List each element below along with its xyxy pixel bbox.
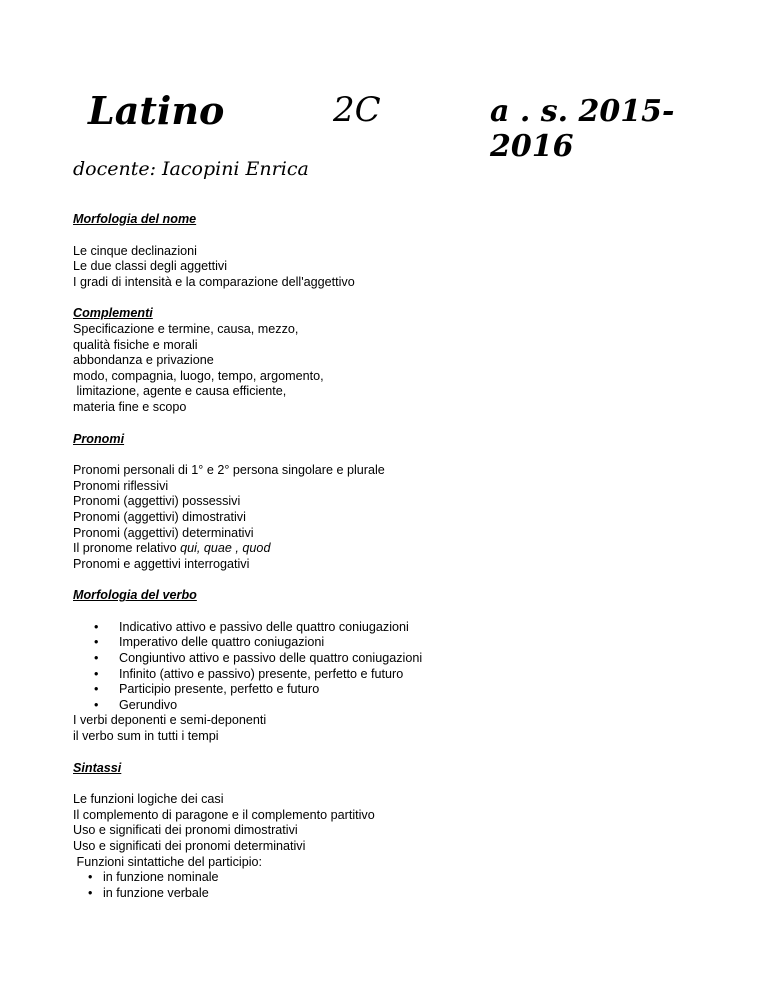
list-item: Pronomi e aggettivi interrogativi <box>73 556 250 571</box>
bullet-item: • Congiuntivo attivo e passivo delle quattro coniugazioni <box>73 651 713 667</box>
program-content <box>73 212 713 901</box>
list-item: il verbo sum in tutti i tempi <box>73 729 219 744</box>
bullet-item: • in funzione nominale <box>73 870 713 886</box>
list-item: qualità fisiche e morali <box>73 337 198 352</box>
list-item: Pronomi (aggettivi) dimostrativi <box>73 509 246 524</box>
list-item: Le cinque declinazioni <box>73 243 197 258</box>
list-item: Pronomi (aggettivi) possessivi <box>73 494 241 509</box>
verb-bullet-list <box>73 620 713 714</box>
list-item: I gradi di intensità e la comparazione dell'aggettivo <box>73 274 355 289</box>
list-item: Pronomi (aggettivi) determinativi <box>73 525 254 540</box>
bullet-item: • in funzione verbale <box>73 886 713 902</box>
school-year: a . s. 2015-2016 <box>490 94 675 164</box>
list-item: modo, compagnia, luogo, tempo, argomento, <box>73 368 324 383</box>
list-item: Specificazione e termine, causa, mezzo, <box>73 321 299 336</box>
relativo-forms: qui, quae , quod <box>180 541 271 556</box>
list-item: Pronomi riflessivi <box>73 478 169 493</box>
subject-title: Latino <box>88 88 225 133</box>
list-item: Uso e significati dei pronomi dimostrativi <box>73 823 298 838</box>
section-heading-complementi: Complementi <box>73 306 153 321</box>
list-item: Le due classi degli aggettivi <box>73 259 228 274</box>
bullet-item: • Indicativo attivo e passivo delle quattro coniugazioni <box>73 620 713 636</box>
list-item: limitazione, agente e causa efficiente, <box>73 384 287 399</box>
list-item: Pronomi personali di 1° e 2° persona singolare e plurale <box>73 463 385 478</box>
class-label: 2C <box>333 90 381 130</box>
bullet-item: • Participio presente, perfetto e futuro <box>73 682 713 698</box>
section-heading-sintassi: Sintassi <box>73 760 122 775</box>
bullet-item: • Gerundivo <box>73 698 713 714</box>
list-item: abbondanza e privazione <box>73 353 214 368</box>
relativo-prefix: Il pronome relativo <box>73 541 181 556</box>
participle-bullet-list <box>73 870 713 901</box>
list-item <box>73 541 713 557</box>
bullet-item: • Infinito (attivo e passivo) presente, perfetto e futuro <box>73 667 713 683</box>
list-item: Funzioni sintattiche del participio: <box>73 854 263 869</box>
section-heading-morfologia-verbo: Morfologia del verbo <box>73 588 197 603</box>
document-title <box>88 88 708 164</box>
list-item: Il complemento di paragone e il complemento partitivo <box>73 807 375 822</box>
bullet-item: • Imperativo delle quattro coniugazioni <box>73 635 713 651</box>
section-heading-pronomi: Pronomi <box>73 431 125 446</box>
teacher-name: docente: Iacopini Enrica <box>73 158 309 180</box>
list-item: I verbi deponenti e semi-deponenti <box>73 713 267 728</box>
list-item: Le funzioni logiche dei casi <box>73 792 224 807</box>
list-item: materia fine e scopo <box>73 399 187 414</box>
list-item: Uso e significati dei pronomi determinativi <box>73 839 306 853</box>
section-heading-morfologia-nome: Morfologia del nome <box>73 212 197 226</box>
